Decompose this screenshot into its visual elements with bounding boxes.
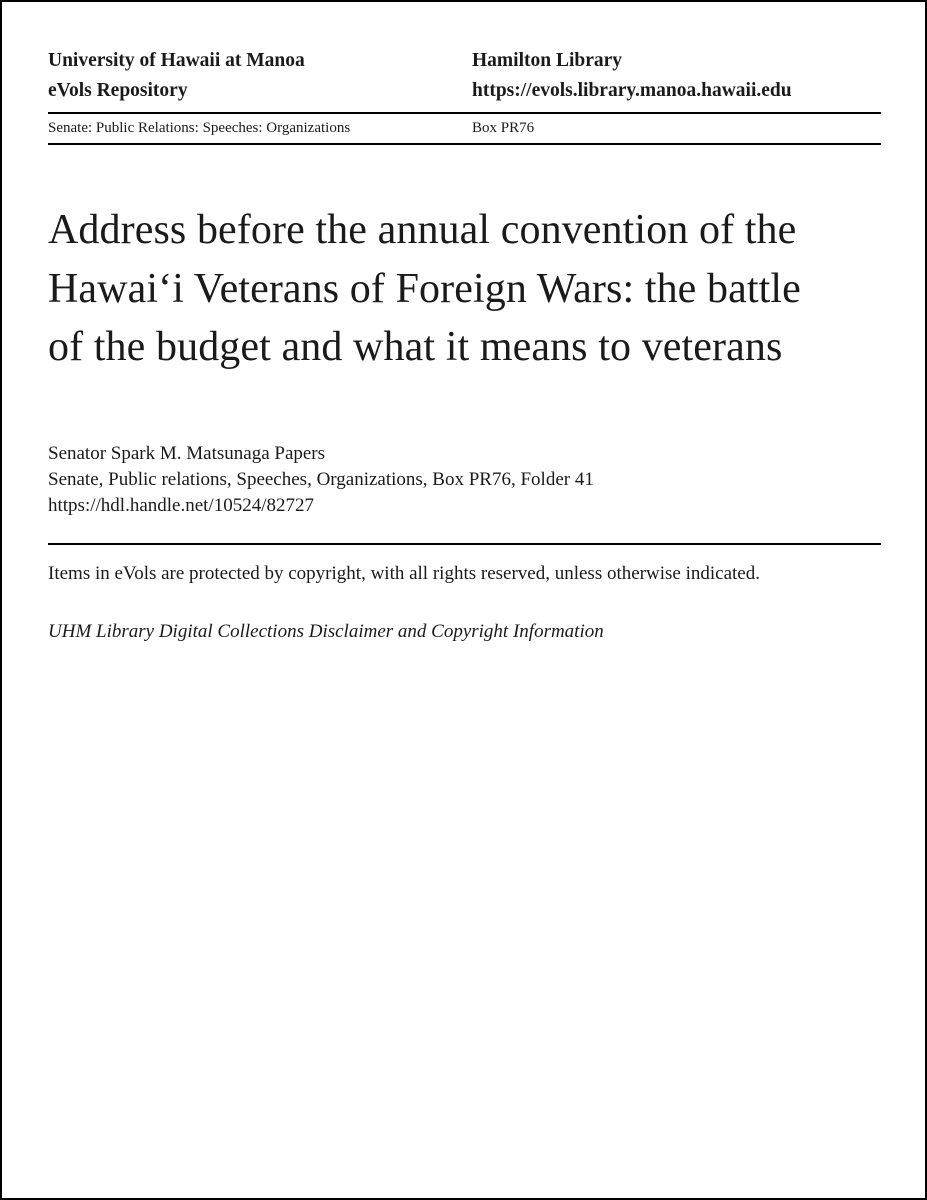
header-row-collection bbox=[48, 114, 881, 142]
library-name: Hamilton Library bbox=[472, 50, 623, 71]
disclaimer-link[interactable]: UHM Library Digital Collections Disclaimer and Copyright Information bbox=[48, 620, 604, 642]
rights-divider bbox=[48, 543, 881, 545]
repository-url[interactable]: https://evols.library.manoa.hawaii.edu bbox=[472, 80, 792, 101]
citation-handle[interactable]: https://hdl.handle.net/10524/82727 bbox=[48, 494, 314, 516]
header-divider-bottom bbox=[48, 143, 881, 145]
citation-block bbox=[48, 441, 879, 519]
citation-location: Senate, Public relations, Speeches, Organizations, Box PR76, Folder 41 bbox=[48, 468, 594, 490]
institution-name: University of Hawaii at Manoa bbox=[48, 50, 305, 71]
rights-statement: Items in eVols are protected by copyright, with all rights reserved, unless otherwise indicated. bbox=[48, 562, 760, 584]
header-row-institution bbox=[48, 46, 881, 76]
document-header bbox=[48, 46, 881, 145]
box-label: Box PR76 bbox=[472, 120, 535, 136]
repository-name: eVols Repository bbox=[48, 80, 188, 101]
collection-path: Senate: Public Relations: Speeches: Organizations bbox=[48, 120, 351, 136]
header-row-repository bbox=[48, 76, 881, 106]
page-title: Address before the annual convention of the Hawaiʻi Veterans of Foreign Wars: the battle of the budget and what it means to veterans bbox=[48, 207, 801, 370]
page-content bbox=[48, 46, 879, 645]
citation-collection: Senator Spark M. Matsunaga Papers bbox=[48, 442, 326, 464]
